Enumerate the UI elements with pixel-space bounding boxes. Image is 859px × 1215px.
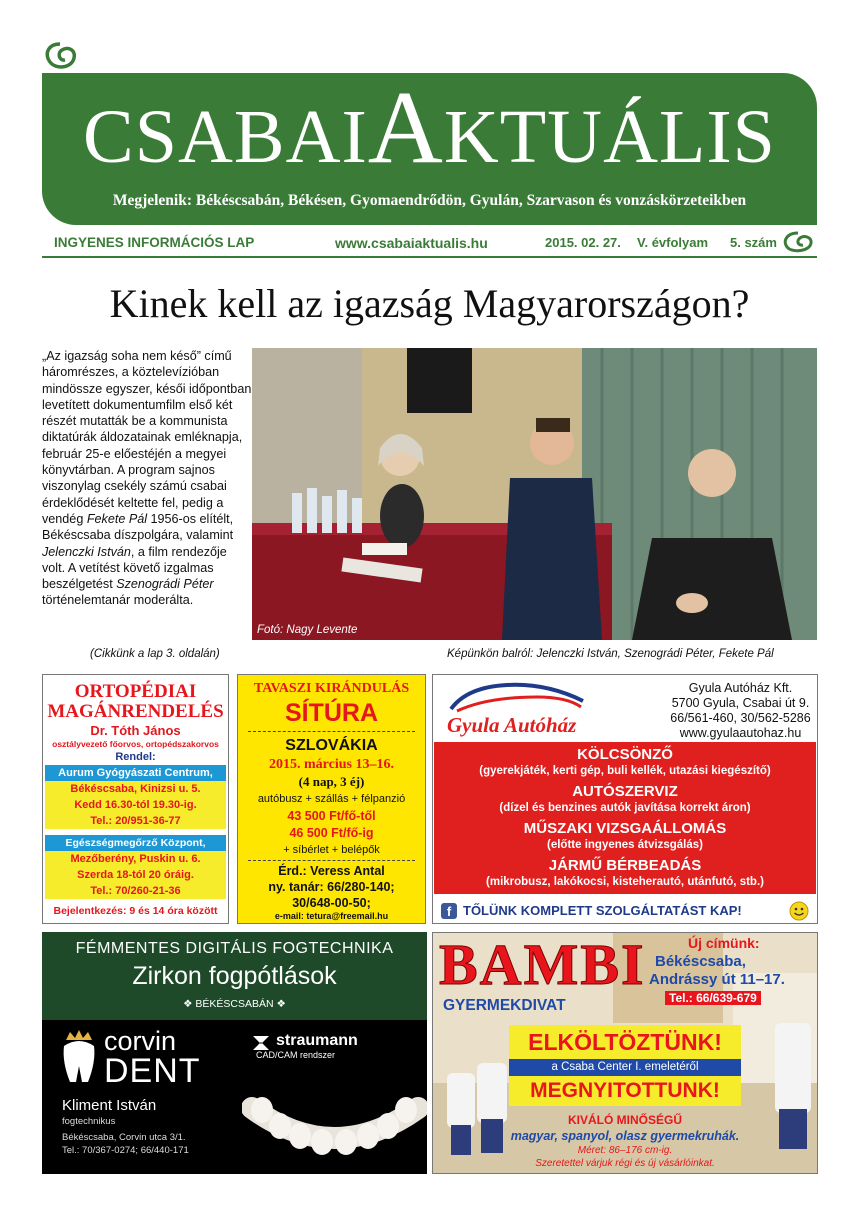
bambi-brand: BAMBI: [439, 932, 646, 997]
ad-car-house: [432, 674, 818, 924]
orto-location-1-details: [45, 781, 226, 829]
car-house-logo-text: Gyula Autóház: [447, 713, 577, 737]
bambi-quality: KIVÁLÓ MINŐSÉGŰ: [567, 1113, 682, 1127]
orto-doctor: Dr. Tóth János: [90, 723, 181, 738]
tura-destination: SZLOVÁKIA: [285, 737, 378, 754]
tura-price-from: 43 500 Ft/fő-től: [287, 809, 376, 823]
tura-line-1: TAVASZI KIRÁNDULÁS: [253, 681, 410, 696]
bambi-new-address-label: Új címünk:: [688, 935, 760, 951]
tura-phone-2: 30/648-00-50;: [292, 896, 371, 910]
service-3-desc: (előtte ingyenes átvizsgálás): [547, 839, 703, 851]
event-photo: [252, 348, 817, 640]
facebook-icon[interactable]: f: [441, 903, 457, 919]
divider: [248, 860, 415, 861]
ad-ski-trip: [237, 674, 426, 924]
dental-line-2: Zirkon fogpótlások: [132, 962, 337, 990]
technician-address: Békéscsaba, Corvin utca 3/1.: [62, 1132, 186, 1143]
free-paper-label: INGYENES INFORMÁCIÓS LAP: [54, 235, 255, 250]
smiley-icon: [789, 901, 809, 921]
tura-contact: Érd.: Veress Antal: [278, 864, 385, 878]
tura-line-2: SÍTÚRA: [284, 699, 379, 727]
service-2-desc: (dízel és benzines autók javítása korrekt áron): [499, 802, 751, 814]
tura-phone-1: ny. tanár: 66/280-140;: [268, 880, 395, 894]
bambi-from: a Csaba Center I. emeletéről: [509, 1059, 741, 1076]
car-house-phones: 66/561-460, 30/562-5286: [670, 711, 811, 725]
bambi-origins: magyar, spanyol, olasz gyermekruhák.: [510, 1129, 740, 1143]
divider: [248, 731, 415, 732]
partner-subtitle: CAD/CAM rendszer: [256, 1050, 336, 1060]
brand-dent: DENT: [104, 1052, 201, 1090]
photo-credit: Fotó: Nagy Levente: [257, 624, 358, 636]
newspaper-title: CSABAIAKTUÁLIS: [83, 70, 776, 185]
tooth-crown-icon: [60, 1030, 98, 1084]
ad-orthopedics: [42, 674, 229, 924]
ad-bambi-kidswear: [432, 932, 818, 1174]
bambi-opened: MEGNYITOTTUNK!: [509, 1076, 741, 1106]
service-1-title: KÖLCSÖNZŐ: [577, 746, 673, 763]
brand-corvin: corvin: [104, 1026, 177, 1056]
tura-package: autóbusz + szállás + félpanzió: [257, 793, 406, 805]
issue-volume: V. évfolyam: [637, 235, 709, 250]
distribution-subtitle: Megjelenik: Békéscsabán, Békésen, Gyomaendrődön, Gyulán, Szarvason és vonzáskörzeteikben: [112, 192, 747, 209]
issue-number: 5. szám: [730, 235, 777, 250]
technician-role: fogtechnikus: [62, 1116, 116, 1127]
tura-price-to: 46 500 Ft/fő-ig: [289, 826, 374, 840]
orto-loc2-time: Szerda 18-tól 20 óráig.: [77, 869, 194, 881]
bambi-welcome: Szeretettel várjuk régi és új vásárlóinkat.: [535, 1158, 715, 1169]
bambi-city: Békéscsaba,: [655, 953, 746, 970]
orto-location-2-details: [45, 851, 226, 899]
technician-name: Kliment István: [62, 1097, 157, 1114]
orto-title-2: MAGÁNRENDELÉS: [47, 701, 224, 722]
lead-article-text: „Az igazság soha nem késő” című háromrészes, a köztelevízióban mindössze egyszer, késői időpontban levetített dokumentumfilm első két részét mutatták be a kommunista diktatúrák áldozatainak emléknapja, február 25-e előestéjén a megyei könyvtárban. A program sajnos viszonylag csekély számú csabai érdeklődését keltette fel, pedig a vendég Fekete Pál 1956-os elítélt, Békéscsaba díszpolgára, valamint Jelenczki István, a film rendezője volt. A vetítést követő izgalmas beszélgetést Szenográdi Péter történelemtanár moderálta.: [42, 349, 252, 608]
car-silhouette-icon: [447, 679, 587, 713]
orto-rendel-label: Rendel:: [115, 751, 156, 763]
orto-loc2-tel: Tel.: 70/260-21-36: [90, 885, 181, 897]
orto-loc1-address: Békéscsaba, Kinizsi u. 5.: [70, 783, 201, 795]
service-3-title: MŰSZAKI VIZSGAÁLLOMÁS: [523, 820, 727, 837]
car-house-address: 5700 Gyula, Csabai út 9.: [671, 696, 810, 710]
swirl-ornament-icon: [40, 40, 80, 72]
car-house-web[interactable]: www.gyulaautohaz.hu: [679, 726, 802, 740]
tura-dates: 2015. március 13–16.: [269, 757, 394, 772]
dental-line-3: ❖ BÉKÉSCSABÁN ❖: [183, 998, 286, 1010]
ad-dental-tech: [42, 932, 427, 1174]
service-4-desc: (mikrobusz, lakókocsi, kisteherautó, utánfutó, stb.): [486, 876, 764, 888]
car-house-company: Gyula Autóház Kft.: [688, 681, 793, 695]
orto-location-1-name: Aurum Gyógyászati Centrum,: [45, 765, 226, 781]
orto-position: osztályvezető főorvos, ortopédszakorvos: [52, 739, 219, 749]
article-page-reference: (Cikkünk a lap 3. oldalán): [90, 648, 220, 660]
tura-nights: (4 nap, 3 éj): [298, 774, 365, 789]
tura-extras: + síbérlet + belépők: [283, 844, 380, 856]
facebook-line: TŐLÜNK KOMPLETT SZOLGÁLTATÁST KAP!: [463, 903, 742, 918]
orto-location-2-name: Egészségmegőrző Központ,: [45, 835, 226, 851]
swirl-ornament-icon: [780, 230, 816, 254]
service-1-desc: (gyerekjáték, kerti gép, buli kellék, utazási kiegészítő): [479, 765, 771, 777]
bambi-tel: Tel.: 66/639-679: [665, 991, 761, 1005]
bambi-subtitle: GYERMEKDIVAT: [443, 997, 566, 1014]
main-headline: Kinek kell az igazság Magyarországon?: [109, 281, 750, 326]
issue-date: 2015. 02. 27.: [545, 235, 621, 250]
zirconia-bridge-image: [242, 1072, 427, 1168]
service-2-title: AUTÓSZERVIZ: [572, 783, 678, 800]
bambi-sizes: Méret: 86–176 cm-ig.: [577, 1145, 673, 1156]
tura-email[interactable]: e-mail: tetura@freemail.hu: [274, 911, 389, 921]
technician-phones: Tel.: 70/367-0274; 66/440-171: [62, 1145, 189, 1156]
bambi-street: Andrássy út 11–17.: [649, 971, 785, 988]
info-bar: [42, 232, 817, 258]
bambi-moved: ELKÖLTÖZTÜNK!: [509, 1025, 741, 1059]
orto-loc1-time: Kedd 16.30-tól 19.30-ig.: [74, 799, 197, 811]
car-house-contact: [668, 681, 813, 741]
photo-caption: Képünkön balról: Jelenczki István, Szenográdi Péter, Fekete Pál: [447, 648, 774, 660]
orto-loc2-address: Mezőberény, Puskin u. 6.: [70, 853, 201, 865]
orto-booking: Bejelentkezés: 9 és 14 óra között: [53, 905, 218, 917]
partner-straumann: straumann: [276, 1032, 358, 1049]
services-panel: [434, 742, 816, 894]
dental-line-1: FÉMMENTES DIGITÁLIS FOGTECHNIKA: [75, 940, 394, 957]
website-link[interactable]: www.csabaiaktualis.hu: [335, 235, 488, 251]
service-4-title: JÁRMŰ BÉRBEADÁS: [548, 857, 702, 874]
orto-loc1-tel: Tel.: 20/951-36-77: [90, 815, 181, 827]
orto-title-1: ORTOPÉDIAI: [74, 681, 197, 702]
